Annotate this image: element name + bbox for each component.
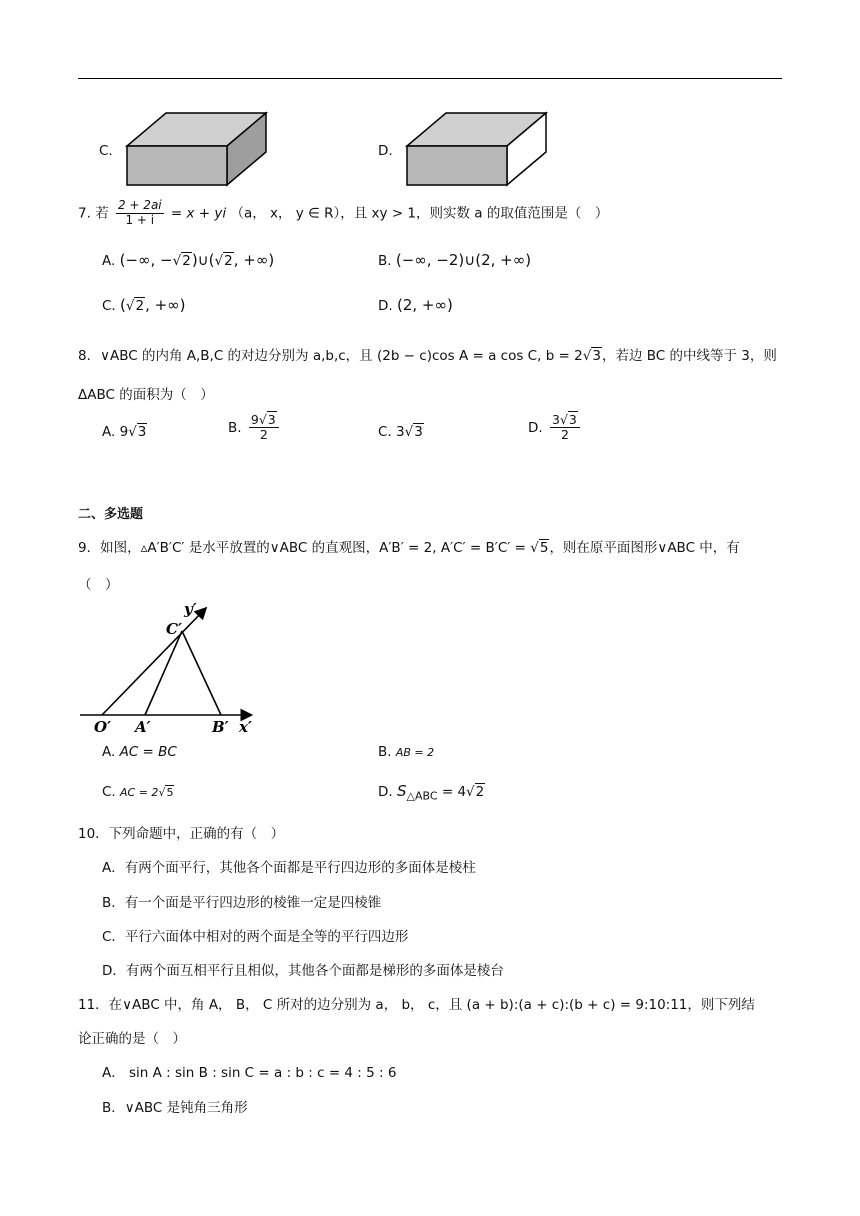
q9-figure [78, 598, 268, 738]
fig-c-label: C′ [166, 620, 182, 638]
q11-stem-line2: 论正确的是（ ） [78, 1031, 186, 1047]
section-title-multi-choice: 二、多选题 [78, 507, 144, 522]
q8-option-c: C. 3√3 [378, 424, 423, 440]
q8-stem-line1: 8．∨ABC 的内角 A,B,C 的对边分别为 a,b,c，且 (2b − c)cos A = a cos C, b = 2√3，若边 BC 的中线等于 3，则 [78, 348, 777, 364]
q9-stem-line2: （ ） [78, 577, 119, 593]
q8-option-d: D. $\frac{3√3}{2}$ [528, 413, 583, 443]
q8-stem-line2: ΔABC 的面积为（ ） [78, 387, 214, 403]
q7-stem: 7. 若 $\frac{2 + 2ai}{1 + i}$ = x + yi （a， x， y ∈ R），且 xy > 1，则实数 a 的取值范围是（ ） [78, 198, 609, 227]
q7-option-c: C. (√2, +∞) [102, 296, 186, 314]
q8-option-a: A. 9√3 [102, 424, 147, 440]
q10-stem: 10．下列命题中，正确的有（ ） [78, 826, 285, 842]
q10-option-d: D．有两个面互相平行且相似，其他各个面都是梯形的多面体是棱台 [102, 963, 504, 979]
q11-option-b: B．∨ABC 是钝角三角形 [102, 1100, 248, 1116]
fig-x-label: x′ [239, 718, 252, 736]
q6-option-d-label: D. [378, 143, 393, 159]
q9-option-a: A. AC = BC [102, 744, 177, 760]
q7-option-b: B. (−∞, −2)∪(2, +∞) [378, 251, 532, 269]
q6-option-c-label: C. [99, 143, 113, 159]
q10-option-b: B．有一个面是平行四边形的棱锥一定是四棱锥 [102, 895, 382, 911]
q11-stem-line1: 11．在∨ABC 中，角 A， B， C 所对的边分别为 a， b， c，且 (a + b):(a + c):(b + c) = 9:10:11，则下列结 [78, 997, 755, 1013]
header-rule [78, 78, 782, 79]
q8-option-b: B. $\frac{9√3}{2}$ [228, 413, 282, 443]
q9-option-d: D. $S_{\triangle ABC} = 4√2$ [378, 782, 485, 803]
q6-option-c-solid [124, 110, 270, 188]
q10-option-c: C．平行六面体中相对的两个面是全等的平行四边形 [102, 929, 409, 945]
q7-option-a: A. (−∞, −√2)∪(√2, +∞) [102, 251, 275, 269]
fig-a-label: A′ [135, 718, 151, 736]
q9-option-b: B. AB = 2 [378, 744, 435, 760]
q6-option-d-solid [404, 110, 550, 188]
q9-option-c: C. AC = 2√5 [102, 784, 174, 800]
fig-y-label: y′ [184, 600, 197, 618]
fig-o-label: O′ [94, 718, 112, 736]
q7-option-d: D. (2, +∞) [378, 296, 453, 314]
fig-b-label: B′ [212, 718, 229, 736]
q10-option-a: A．有两个面平行，其他各个面都是平行四边形的多面体是棱柱 [102, 860, 476, 876]
q11-option-a: A． sin A : sin B : sin C = a : b : c = 4 : 5 : 6 [102, 1065, 397, 1081]
q9-stem-line1: 9．如图，▵A′B′C′ 是水平放置的∨ABC 的直观图，A′B′ = 2, A′C′ = B′C′ = √5，则在原平面图形∨ABC 中，有 [78, 540, 740, 556]
